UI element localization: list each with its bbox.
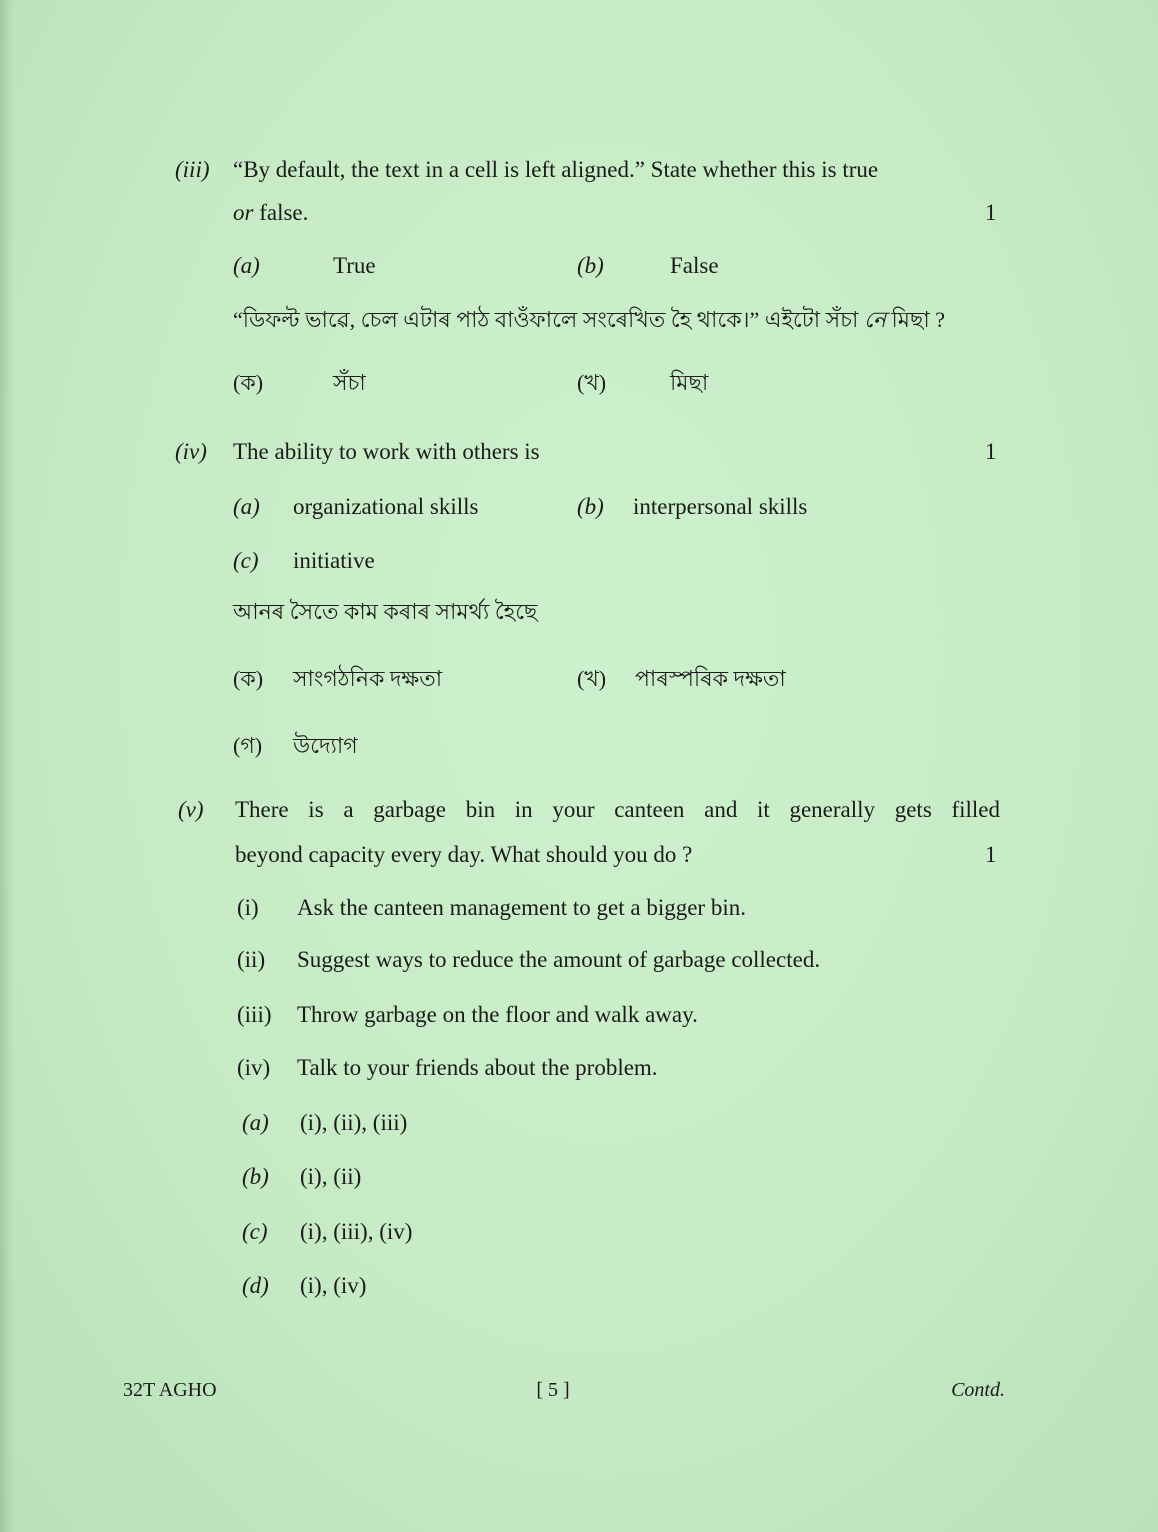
statement-label: (iii) (237, 1002, 272, 1027)
assamese-question-text (233, 306, 945, 334)
question-number: (v) (178, 797, 204, 822)
page-number: [ 5 ] (536, 1379, 570, 1401)
option-text: initiative (293, 548, 375, 573)
option-label: (c) (233, 548, 259, 573)
option-label: (a) (233, 494, 260, 519)
marks: 1 (985, 200, 997, 225)
statement-text: Throw garbage on the floor and walk away. (297, 1002, 698, 1027)
option-text: (i), (iii), (iv) (300, 1219, 413, 1244)
option-text: মিছা (670, 370, 709, 395)
option-label: (a) (233, 253, 260, 278)
italic-word: or (233, 200, 254, 225)
question-text-line: There is a garbage bin in your canteen and it generally gets filled (235, 797, 1000, 822)
statement-label: (iv) (237, 1055, 271, 1080)
option-label: (গ) (233, 733, 263, 758)
statement-label: (i) (237, 895, 259, 920)
statement-label: (ii) (237, 947, 266, 972)
option-text: সাংগঠনিক দক্ষতা (293, 666, 443, 691)
italic-word: নে (863, 307, 886, 332)
option-text: পাৰস্পৰিক দক্ষতা (635, 666, 786, 691)
option-text: (i), (ii) (300, 1164, 362, 1189)
assamese-question-text: আনৰ সৈতে কাম কৰাৰ সামৰ্থ্য হৈছে (233, 599, 538, 624)
option-text: organizational skills (293, 494, 479, 519)
option-text: উদ্যোগ (293, 733, 358, 758)
marks: 1 (985, 439, 997, 464)
option-text: (i), (iv) (300, 1273, 367, 1298)
option-text: সঁচা (333, 370, 366, 395)
question-number: (iv) (175, 439, 207, 464)
option-text: True (333, 253, 376, 278)
option-label: (খ) (577, 666, 607, 691)
paper-code: 32T AGHO (123, 1379, 217, 1401)
option-text: (i), (ii), (iii) (300, 1110, 408, 1135)
option-text: interpersonal skills (633, 494, 808, 519)
question-text-line: “By default, the text in a cell is left aligned.” State whether this is true (233, 157, 879, 182)
option-label: (ক) (233, 666, 264, 691)
assamese-text-part: “ডিফল্ট ভাৱে, চেল এটাৰ পাঠ বাওঁফালে সংৰেখিত হৈ থাকে।” এইটো সঁচা (233, 307, 864, 332)
option-label: (ক) (233, 370, 264, 395)
statement-text: Ask the canteen management to get a bigger bin. (297, 895, 746, 920)
continued-label: Contd. (951, 1379, 1005, 1401)
option-text: False (670, 253, 719, 278)
assamese-text-part: মিছা ? (886, 307, 945, 332)
option-label: (d) (242, 1273, 269, 1298)
statement-text: Suggest ways to reduce the amount of garbage collected. (297, 947, 821, 972)
option-label: (a) (242, 1110, 269, 1135)
question-text-line: The ability to work with others is (233, 439, 540, 464)
question-text-rest: false. (253, 200, 309, 225)
question-text-line: beyond capacity every day. What should you do ? (235, 842, 693, 867)
marks: 1 (985, 842, 997, 867)
question-text-line (233, 199, 308, 227)
question-number: (iii) (175, 157, 210, 182)
option-label: (b) (242, 1164, 269, 1189)
option-label: (খ) (577, 370, 607, 395)
option-label: (b) (577, 253, 604, 278)
option-label: (b) (577, 494, 604, 519)
option-label: (c) (242, 1219, 268, 1244)
statement-text: Talk to your friends about the problem. (297, 1055, 658, 1080)
